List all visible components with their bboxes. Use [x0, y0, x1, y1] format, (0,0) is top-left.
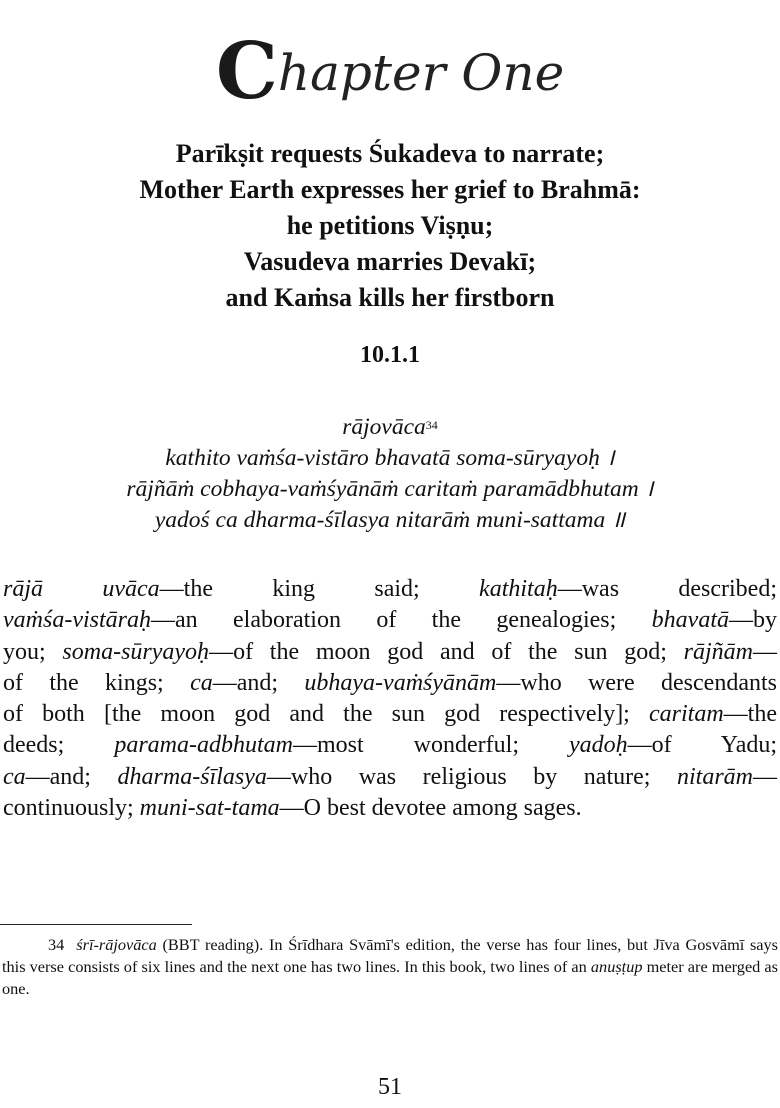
gloss-text: —by [729, 607, 777, 634]
sanskrit-term: dharma-śīlasya [117, 763, 267, 790]
page-number: 51 [378, 1074, 402, 1100]
subtitle-line: Vasudeva marries Devakī; [243, 247, 537, 276]
footnote-term: śrī-rājovāca [76, 935, 157, 954]
verse-line: rājñāṁ cobhaya-vaṁśyānāṁ caritaṁ paramādbhutam । [126, 476, 654, 502]
gloss-text: of the kings; [3, 669, 191, 696]
subtitle-line: Parīkṣit requests Śukadeva to narrate; [175, 139, 605, 168]
translation-line [3, 793, 777, 824]
footnote-divider [0, 924, 192, 925]
subtitle-line: he petitions Viṣṇu; [286, 211, 494, 240]
gloss-text: —of the moon god and of the sun god; [209, 638, 684, 665]
translation-line [3, 762, 777, 793]
gloss-text: —of Yadu; [627, 732, 778, 759]
sanskrit-term: rājā uvāca [3, 576, 160, 602]
translation-line [3, 730, 777, 761]
sanskrit-term: muni-sat-tama [139, 795, 280, 822]
verse-line: kathito vaṁśa-vistāro bhavatā soma-sūryayoḥ । [165, 445, 615, 471]
chapter-title-text: hapter One [277, 44, 565, 102]
sanskrit-term: nitarām [676, 763, 753, 790]
footnote [2, 934, 778, 1000]
subtitle-line: Mother Earth expresses her grief to Brahmā: [139, 175, 641, 204]
gloss-text: —O best devotee among sages. [279, 795, 582, 822]
verse-line: yadoś ca dharma-śīlasya nitarāṁ muni-sattama ॥ [154, 507, 626, 533]
word-for-word-translation [3, 574, 777, 824]
translation-line [3, 637, 777, 668]
verse-number: 10.1.1 [360, 342, 420, 368]
gloss-text: deeds; [3, 732, 115, 759]
sanskrit-term: caritam [649, 701, 724, 728]
footnote-text: meter are merged as one. [2, 957, 778, 998]
sanskrit-term: rājñām [683, 638, 753, 665]
footnote-ref[interactable]: 34 [425, 418, 438, 432]
gloss-text: continuously; [3, 795, 140, 822]
sanskrit-term: ca [3, 763, 26, 790]
gloss-text: —an elaboration of the genealogies; [150, 607, 652, 634]
gloss-text: —the king said; [159, 576, 480, 602]
sanskrit-term: yadoḥ [569, 732, 628, 759]
gloss-text: — [753, 763, 777, 790]
sanskrit-term: parama-adbhutam [114, 732, 293, 759]
chapter-subtitle [0, 136, 780, 316]
translation-line [3, 574, 777, 605]
translation-line [3, 668, 777, 699]
sanskrit-term: vaṁśa-vistāraḥ [3, 607, 151, 634]
sanskrit-term: ubhaya-vaṁśyānām [304, 669, 497, 696]
verse-speaker: rājovāca [342, 414, 426, 440]
gloss-text: — [753, 638, 777, 665]
gloss-text: —who were descendants [496, 669, 777, 696]
footnote-term: anuṣṭup [590, 957, 643, 976]
gloss-text: —and; [25, 763, 118, 790]
sanskrit-term: kathitaḥ [479, 576, 558, 602]
translation-line [3, 605, 777, 636]
verse-text [0, 412, 780, 536]
gloss-text: —the [723, 701, 777, 728]
sanskrit-term: ca [190, 669, 213, 696]
chapter-title [0, 18, 780, 117]
translation-line [3, 699, 777, 730]
footnote-number: 34 [48, 935, 65, 954]
ornate-initial: C [215, 26, 278, 117]
gloss-text: —who was religious by nature; [266, 763, 677, 790]
subtitle-line: and Kaṁsa kills her firstborn [225, 283, 555, 312]
gloss-text: —most wonderful; [293, 732, 569, 759]
gloss-text: —and; [212, 669, 305, 696]
gloss-text: you; [3, 638, 63, 665]
gloss-text: —was described; [557, 576, 778, 602]
footnote-text: (BBT reading). In Śrīdhara Svāmī's edition, the verse has four lines, but Jīva Gosvāmī says this verse consists of six lines and the next one has two lines. In this book, two lines of an [2, 935, 778, 976]
sanskrit-term: soma-sūryayoḥ [62, 638, 210, 665]
sanskrit-term: bhavatā [651, 607, 729, 634]
gloss-text: of both [the moon god and the sun god respectively]; [3, 701, 649, 728]
